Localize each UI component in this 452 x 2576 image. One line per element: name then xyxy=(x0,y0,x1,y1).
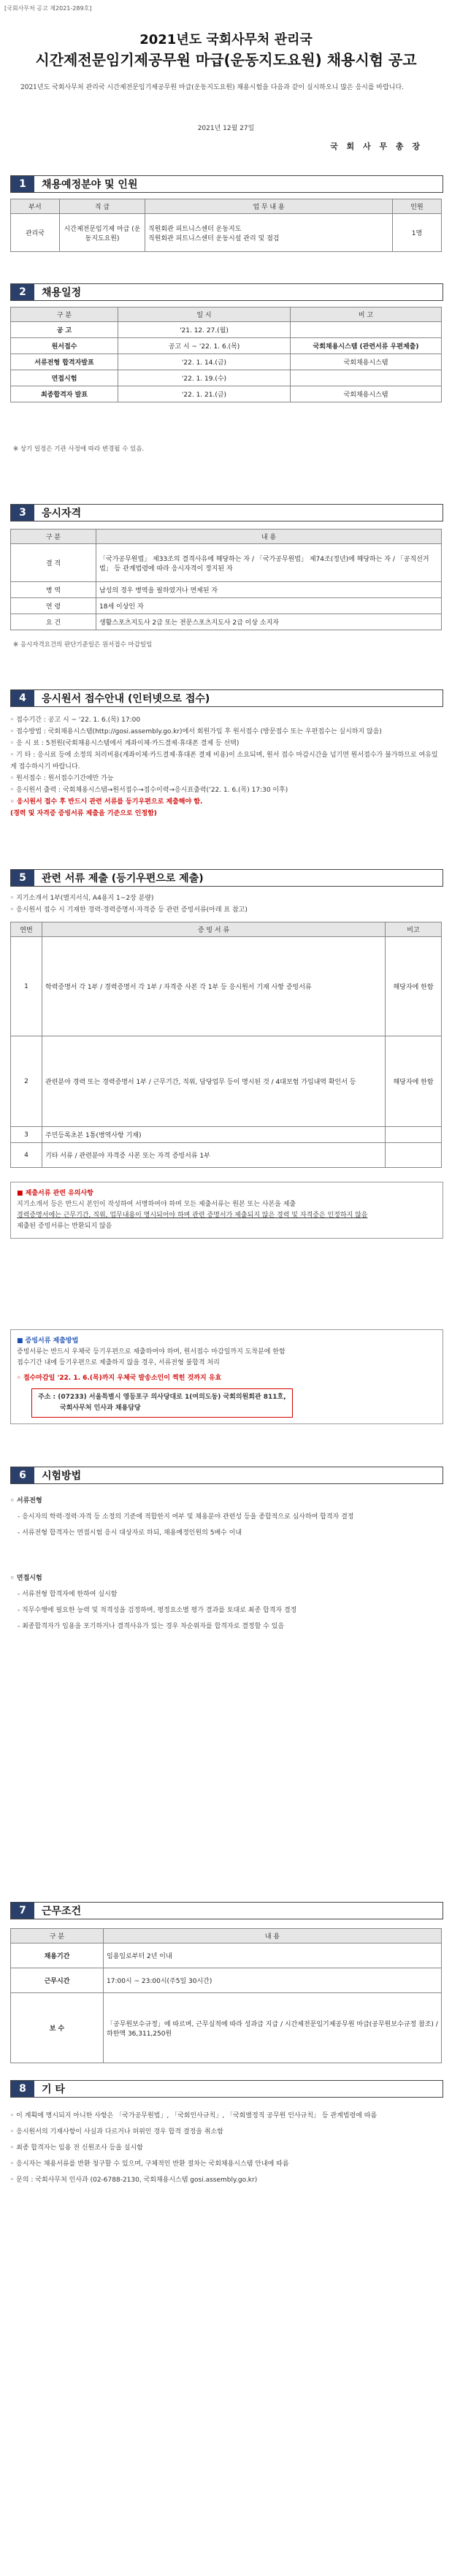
mail-submission-box xyxy=(10,1329,443,1424)
announcement-date: 2021년 12월 27일 xyxy=(197,125,255,132)
table-cell: 관련분야 경력 또는 경력증명서 1부 / 근무기간, 직위, 담당업무 등이 명시된 것 / 4대보험 가입내역 확인서 등 xyxy=(42,1036,386,1127)
section-number: 6 xyxy=(11,1467,34,1483)
method-line: - 응시자의 학력·경력·자격 등 소정의 기준에 적합한지 여부 및 채용분야 관련성 등을 종합적으로 심사하여 합격자 결정 xyxy=(18,1513,354,1521)
section-number: 2 xyxy=(11,284,34,300)
eligibility-note: ※ 응시자격요건의 판단기준일은 원서접수 마감일임 xyxy=(13,641,153,649)
section-header-5 xyxy=(10,869,443,887)
col-header: 인원 xyxy=(393,199,442,214)
table-row: 원서접수 xyxy=(11,338,118,354)
table-cell: 생활스포츠지도사 2급 또는 전문스포츠지도사 2급 이상 소지자 xyxy=(96,614,442,630)
guide-line-warning-sub: (경력 및 자격증 증빙서류 제출을 기준으로 인정함) xyxy=(10,810,157,817)
misc-line: ◦ 응시자는 채용서류를 반환 청구할 수 있으며, 구체적인 반환 절차는 국회채용시스템 안내에 따름 xyxy=(10,2160,289,2168)
table-cell: 공고 시 ~ '22. 1. 6.(목) xyxy=(118,338,291,354)
guide-line-print: ◦ 응시원서 출력 : 국회채용시스템→원서접수→접수이력→응시표출력(‘22. 1. 6.(목) 17:30 이후) xyxy=(10,787,288,794)
method-line: - 직무수행에 필요한 능력 및 적격성을 검정하며, 평정요소별 평가 결과를 토대로 최종 합격자 결정 xyxy=(18,1607,297,1614)
misc-line: ◦ 이 계획에 명시되지 아니한 사항은 「국가공무원법」, 「국회인사규칙」, 「국회별정직 공무원 인사규칙」 등 관계법령에 따름 xyxy=(10,2112,378,2120)
table-cell xyxy=(291,370,442,386)
intro-text: 2021년도 국회사무처 관리국 시간제전문임기제공무원 마급(운동지도요원) 채용시험을 다음과 같이 실시하오니 많은 응시를 바랍니다. xyxy=(20,84,405,91)
section-title: 근무조건 xyxy=(42,1906,82,1917)
table-row: 근무시간 xyxy=(11,1968,104,1993)
section-header-8 xyxy=(10,2080,443,2098)
table-cell: 18세 이상인 자 xyxy=(96,598,442,614)
notice-line: 지기소개서 등은 반드시 본인이 작성하여 서명하여야 하며 모든 제출서류는 원본 또는 사본을 제출 xyxy=(17,1201,296,1208)
guide-line: ◦ 접수방법 : 국회채용시스템(http://gosi.assembly.go.kr)에서 회원가입 후 원서접수 (방문접수 또는 우편접수는 실시하지 않음) xyxy=(10,728,382,735)
duties-cell xyxy=(145,214,393,252)
table-cell: 「국가공무원법」 제33조의 결격사유에 해당하는 자 / 「국가공무원법」 제74조(정년)에 해당하는 자 / 「공직선거법」 등 관계법령에 따라 응시자격이 정지된 자 xyxy=(96,544,442,582)
mail-line: 접수기간 내에 등기우편으로 제출하지 않을 경우, 서류전형 불합격 처리 xyxy=(17,1359,220,1367)
col-header: 증 빙 서 류 xyxy=(42,922,386,937)
grade-cell: 시간제전문임기제 마급 (운동지도요원) xyxy=(60,214,145,252)
organization-signature: 국 회 사 무 총 장 xyxy=(330,142,423,151)
table-row: 3 xyxy=(11,1127,42,1143)
mail-recipient: 국회사무처 인사과 채용담당 xyxy=(60,1404,141,1412)
section-title: 시험방법 xyxy=(42,1470,82,1482)
documents-table xyxy=(10,922,442,1168)
application-guide xyxy=(10,714,442,819)
section-title: 관련 서류 제출 (등기우편으로 제출) xyxy=(42,873,204,884)
col-header: 연번 xyxy=(11,922,42,937)
table-row: 최종합격자 발표 xyxy=(11,386,118,402)
table-cell: '21. 12. 27.(월) xyxy=(118,322,291,338)
announcement-ref: [국회사무처 공고 제2021-289호] xyxy=(4,5,92,12)
table-cell: 기타 서류 / 관련분야 자격증 사본 또는 자격 증빙서류 1부 xyxy=(42,1143,386,1168)
doc-line: ◦ 지기소개서 1부(별지서식, A4용지 1~2장 분량) xyxy=(10,895,154,902)
col-header: 내 용 xyxy=(104,1929,442,1944)
documents-intro xyxy=(10,893,442,916)
section-title: 채용예정분야 및 인원 xyxy=(42,179,138,191)
section-header-2 xyxy=(10,283,443,301)
table-row: 1 xyxy=(11,937,42,1036)
section-title: 기 타 xyxy=(42,2084,65,2095)
table-row: 요 건 xyxy=(11,614,96,630)
table-cell: '22. 1. 21.(금) xyxy=(118,386,291,402)
notice-line: 제출된 증빙서류는 반환되지 않음 xyxy=(17,1223,112,1230)
section-header-1 xyxy=(10,175,443,193)
mail-line: 증빙서류는 반드시 우체국 등기우편으로 제출하여야 하며, 원서접수 마감일까지 도착분에 한함 xyxy=(17,1348,286,1356)
mail-address-box xyxy=(31,1388,293,1418)
count-cell: 1명 xyxy=(393,214,442,252)
guide-line-warning: ◦ 응시원서 접수 후 반드시 관련 서류를 등기우편으로 제출해야 함. xyxy=(10,798,203,806)
table-row: 병 역 xyxy=(11,582,96,598)
table-cell: 해당자에 한함 xyxy=(386,1036,442,1127)
duty-item: 직원회관 피트니스센터 운동시설 관리 및 점검 xyxy=(148,234,280,242)
table-cell: 해당자에 한함 xyxy=(386,937,442,1036)
section-title: 채용일정 xyxy=(42,287,82,299)
method-heading: ◦ 면접시험 xyxy=(10,1575,42,1582)
section-number: 3 xyxy=(11,505,34,521)
section-number: 7 xyxy=(11,1903,34,1919)
col-header: 부서 xyxy=(11,199,60,214)
section-title: 응시자격 xyxy=(42,508,82,519)
table-cell xyxy=(291,322,442,338)
col-header: 내 용 xyxy=(96,530,442,544)
doc-line: ◦ 응시원서 접수 시 기재한 경력·경력증명서·자격증 등 관련 증빙서류(아래 표 참고) xyxy=(10,906,248,914)
section-header-4 xyxy=(10,689,443,707)
duty-item: 직원회관 피트니스센터 운동지도 xyxy=(148,225,242,233)
table-row: 보 수 xyxy=(11,1993,104,2063)
eligibility-table xyxy=(10,529,442,630)
table-cell xyxy=(386,1143,442,1168)
mail-deadline: ◦ 접수마감일 '22. 1. 6.(목)까지 우체국 발송소인이 찍힌 것까지 유효 xyxy=(17,1375,222,1382)
title-line-2: 시간제전문임기제공무원 마급(운동지도요원) 채용시험 공고 xyxy=(35,51,417,69)
col-header: 구 분 xyxy=(11,307,118,322)
schedule-note: ※ 상기 일정은 기관 사정에 따라 변경될 수 있음. xyxy=(13,446,145,453)
section-header-7 xyxy=(10,1902,443,1919)
table-cell: 국회채용시스템 (관련서류 우편제출) xyxy=(291,338,442,354)
col-header: 비고 xyxy=(386,922,442,937)
method-line: - 서류전형 합격자에 한하여 실시함 xyxy=(18,1591,118,1598)
documents-notice xyxy=(10,1182,443,1239)
section-header-3 xyxy=(10,504,443,521)
col-header: 직 급 xyxy=(60,199,145,214)
mail-title: ■ 증빙서류 제출방법 xyxy=(17,1337,79,1345)
misc-line: ◦ 최종 합격자는 임용 전 신원조사 등을 실시함 xyxy=(10,2144,143,2152)
table-cell: '22. 1. 19.(수) xyxy=(118,370,291,386)
guide-line: ◦ 접수기간 : 공고 시 ~ '22. 1. 6.(목) 17:00 xyxy=(10,716,141,724)
col-header: 구 분 xyxy=(11,530,96,544)
guide-line: ◦ 원서접수 : 원서접수기간에만 가능 xyxy=(10,775,114,782)
method-line: - 서류전형 합격자는 면접시험 응시 대상자로 하되, 채용예정인원의 5배수 이내 xyxy=(18,1529,242,1537)
table-cell: '22. 1. 14.(금) xyxy=(118,354,291,370)
section-number: 5 xyxy=(11,870,34,886)
table-cell: 임용일로부터 2년 이내 xyxy=(104,1944,442,1968)
table-cell: 국회채용시스템 xyxy=(291,386,442,402)
table-cell: 학력증명서 각 1부 / 경력증명서 각 1부 / 자격증 사본 각 1부 등 응시원서 기재 사항 증빙서류 xyxy=(42,937,386,1036)
notice-line: 경력증명서에는 근무기간, 직위, 업무내용이 명시되어야 하며 관련 증명서가 제출되지 않은 경력 및 자격증은 인정하지 않음 xyxy=(17,1212,368,1219)
col-header: 비 고 xyxy=(291,307,442,322)
table-row: 2 xyxy=(11,1036,42,1127)
section-header-6 xyxy=(10,1467,443,1484)
table-cell: 17:00시 ~ 23:00시(주5일 30시간) xyxy=(104,1968,442,1993)
table-cell: 「공무원보수규정」에 따르며, 근무실적에 따라 성과급 지급 / 시간제전문임기제공무원 마급(공무원보수규정 참조) / 하한액 36,311,250원 xyxy=(104,1993,442,2063)
section-number: 1 xyxy=(11,176,34,192)
title-line-1: 2021년도 국회사무처 관리국 xyxy=(139,32,313,47)
exam-method xyxy=(10,1493,442,1635)
guide-line: ◦ 응 시 료 : 5천원(국회채용시스템에서 계좌이체·카드결제·휴대폰 결제 등 선택) xyxy=(10,740,240,747)
table-row: 서류전형 합격자발표 xyxy=(11,354,118,370)
table-cell xyxy=(386,1127,442,1143)
misc-line: ◦ 응시원서의 기재사항이 사실과 다르거나 허위인 경우 합격 결정을 취소함 xyxy=(10,2128,223,2136)
table-row: 공 고 xyxy=(11,322,118,338)
col-header: 구 분 xyxy=(11,1929,104,1944)
schedule-table xyxy=(10,307,442,402)
mail-address: 주소 : (07233) 서울특별시 영등포구 의사당대로 1(여의도동) 국회의원회관 811호, xyxy=(38,1394,286,1401)
col-header: 업 무 내 용 xyxy=(145,199,393,214)
conditions-table xyxy=(10,1928,442,2063)
col-header: 일 시 xyxy=(118,307,291,322)
table-row: 면접시험 xyxy=(11,370,118,386)
section-title: 응시원서 접수안내 (인터넷으로 접수) xyxy=(42,693,210,705)
table-row: 4 xyxy=(11,1143,42,1168)
table-row: 결 격 xyxy=(11,544,96,582)
method-heading: ◦ 서류전형 xyxy=(10,1497,42,1505)
dept-cell: 관리국 xyxy=(11,214,60,252)
misc-line: ◦ 문의 : 국회사무처 인사과 (02-6788-2130, 국회채용시스템 gosi.assembly.go.kr) xyxy=(10,2176,258,2184)
section-number: 4 xyxy=(11,690,34,706)
guide-line: ◦ 기 타 : 응시료 등에 소정의 처리비용(계좌이체·카드결제·휴대폰 결제 비용)이 소요되며, 원서 접수 마감시간을 넘기면 원서접수가 불가하므로 여유있게 접수하시기 바랍니다. xyxy=(10,752,438,771)
table-cell: 주민등록초본 1통(병역사항 기재) xyxy=(42,1127,386,1143)
table-cell: 국회채용시스템 xyxy=(291,354,442,370)
table-row: 채용기간 xyxy=(11,1944,104,1968)
misc-notes xyxy=(10,2108,442,2188)
positions-table xyxy=(10,199,442,252)
method-line: - 최종합격자가 임용을 포기하거나 결격사유가 있는 경우 차순위자를 합격자로 결정할 수 있음 xyxy=(18,1623,285,1630)
table-row: 연 령 xyxy=(11,598,96,614)
notice-title: ■ 제출서류 관련 유의사항 xyxy=(17,1190,93,1197)
section-number: 8 xyxy=(11,2081,34,2097)
table-cell: 남성의 경우 병역을 필하였거나 면제된 자 xyxy=(96,582,442,598)
